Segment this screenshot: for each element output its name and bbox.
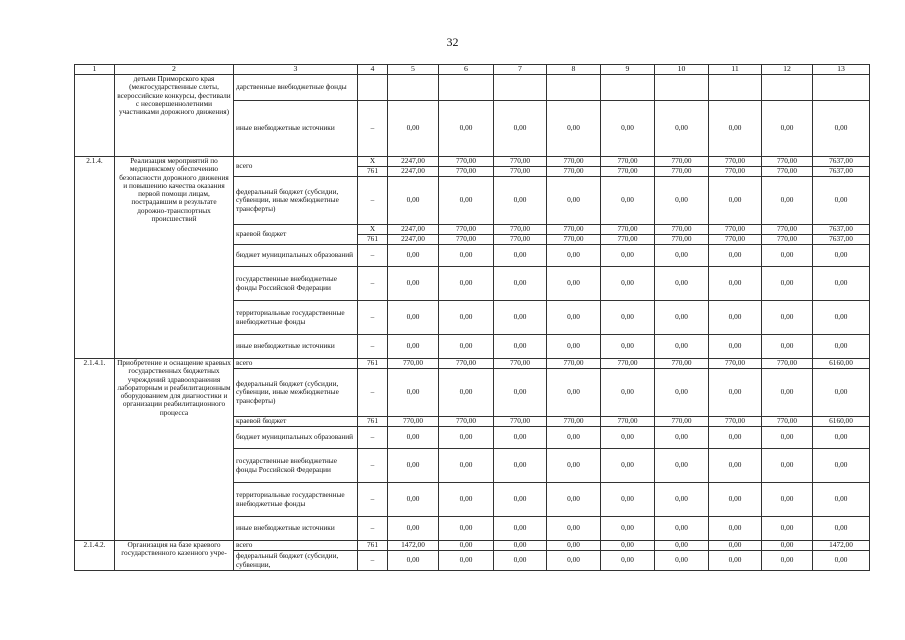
amount-cell xyxy=(601,75,655,101)
amount-cell xyxy=(547,75,601,101)
amount-cell: 0,00 xyxy=(601,517,655,541)
amount-cell: 770,00 xyxy=(762,359,813,369)
amount-cell: 770,00 xyxy=(439,417,494,427)
funding-source: территориальные государственные внебюджетные фонды xyxy=(234,301,358,335)
amount-cell: 0,00 xyxy=(601,369,655,417)
budget-code-cell: – xyxy=(358,101,388,157)
amount-cell: 6160,00 xyxy=(813,417,870,427)
budget-code-cell: – xyxy=(358,369,388,417)
amount-cell: 0,00 xyxy=(762,551,813,571)
amount-cell: 0,00 xyxy=(388,245,439,267)
item-code xyxy=(75,75,115,157)
amount-cell: 770,00 xyxy=(601,157,655,167)
amount-cell: 0,00 xyxy=(388,449,439,483)
amount-cell: 770,00 xyxy=(601,167,655,177)
amount-cell: 0,00 xyxy=(709,301,762,335)
amount-cell: 0,00 xyxy=(709,369,762,417)
amount-cell: 770,00 xyxy=(762,417,813,427)
amount-cell: 770,00 xyxy=(709,417,762,427)
budget-code-cell: – xyxy=(358,517,388,541)
amount-cell: 0,00 xyxy=(494,177,547,225)
amount-cell: 770,00 xyxy=(655,225,709,235)
budget-code-cell: – xyxy=(358,267,388,301)
amount-cell: 0,00 xyxy=(762,541,813,551)
amount-cell: 0,00 xyxy=(655,427,709,449)
column-header: 4 xyxy=(358,65,388,75)
amount-cell: 0,00 xyxy=(547,335,601,359)
amount-cell: 0,00 xyxy=(762,449,813,483)
amount-cell: 0,00 xyxy=(762,245,813,267)
amount-cell: 770,00 xyxy=(655,157,709,167)
budget-code-cell: – xyxy=(358,483,388,517)
funding-source: иные внебюджетные источники xyxy=(234,101,358,157)
amount-cell: 0,00 xyxy=(439,245,494,267)
amount-cell: 770,00 xyxy=(547,167,601,177)
amount-cell: 0,00 xyxy=(494,335,547,359)
amount-cell: 0,00 xyxy=(813,483,870,517)
amount-cell: 0,00 xyxy=(388,267,439,301)
amount-cell: 0,00 xyxy=(439,449,494,483)
amount-cell: 0,00 xyxy=(601,177,655,225)
amount-cell: 0,00 xyxy=(709,427,762,449)
amount-cell: 0,00 xyxy=(655,551,709,571)
amount-cell: 770,00 xyxy=(709,225,762,235)
amount-cell: 0,00 xyxy=(709,267,762,301)
amount-cell: 0,00 xyxy=(388,101,439,157)
amount-cell: 770,00 xyxy=(439,225,494,235)
amount-cell: 0,00 xyxy=(601,267,655,301)
amount-cell: 2247,00 xyxy=(388,157,439,167)
amount-cell xyxy=(439,75,494,101)
amount-cell xyxy=(813,75,870,101)
amount-cell: 0,00 xyxy=(547,551,601,571)
amount-cell: 0,00 xyxy=(601,301,655,335)
amount-cell: 0,00 xyxy=(655,369,709,417)
amount-cell: 770,00 xyxy=(494,359,547,369)
item-code: 2.1.4.2. xyxy=(75,541,115,571)
amount-cell: 770,00 xyxy=(762,225,813,235)
table-row xyxy=(75,157,870,167)
amount-cell: 770,00 xyxy=(388,417,439,427)
amount-cell: 0,00 xyxy=(494,245,547,267)
page-number: 32 xyxy=(446,35,459,49)
column-header: 6 xyxy=(439,65,494,75)
amount-cell: 0,00 xyxy=(655,517,709,541)
table-body xyxy=(75,75,870,571)
budget-code-cell: 761 xyxy=(358,359,388,369)
budget-code-cell: – xyxy=(358,449,388,483)
amount-cell: 0,00 xyxy=(547,427,601,449)
amount-cell: 770,00 xyxy=(494,157,547,167)
amount-cell: 770,00 xyxy=(439,235,494,245)
column-header: 2 xyxy=(115,65,234,75)
amount-cell: 0,00 xyxy=(547,101,601,157)
amount-cell: 0,00 xyxy=(494,369,547,417)
amount-cell: 0,00 xyxy=(762,427,813,449)
amount-cell: 0,00 xyxy=(601,551,655,571)
amount-cell: 770,00 xyxy=(494,167,547,177)
amount-cell: 0,00 xyxy=(388,483,439,517)
amount-cell: 0,00 xyxy=(709,177,762,225)
amount-cell: 0,00 xyxy=(547,177,601,225)
amount-cell: 0,00 xyxy=(762,101,813,157)
item-name: Приобретение и оснащение краевых государственных бюджетных учреждений здравоохранения лабораторным и реабилитационным оборудованием для диагностики и организации реабилитационного процесса xyxy=(115,359,234,541)
funding-source: федеральный бюджет (субсидии, субвенции, иные межбюджетные трансферты) xyxy=(234,177,358,225)
amount-cell: 0,00 xyxy=(439,267,494,301)
amount-cell: 0,00 xyxy=(813,427,870,449)
amount-cell: 0,00 xyxy=(439,541,494,551)
amount-cell: 770,00 xyxy=(601,417,655,427)
amount-cell: 0,00 xyxy=(439,301,494,335)
amount-cell: 0,00 xyxy=(813,551,870,571)
amount-cell: 0,00 xyxy=(494,427,547,449)
amount-cell: 0,00 xyxy=(655,245,709,267)
amount-cell: 0,00 xyxy=(762,517,813,541)
amount-cell: 770,00 xyxy=(388,359,439,369)
amount-cell: 770,00 xyxy=(655,167,709,177)
budget-code-cell: – xyxy=(358,551,388,571)
amount-cell: 770,00 xyxy=(709,235,762,245)
amount-cell xyxy=(709,75,762,101)
amount-cell: 7637,00 xyxy=(813,157,870,167)
amount-cell: 0,00 xyxy=(709,449,762,483)
amount-cell: 770,00 xyxy=(762,157,813,167)
amount-cell: 7637,00 xyxy=(813,225,870,235)
amount-cell: 0,00 xyxy=(494,517,547,541)
amount-cell: 0,00 xyxy=(762,267,813,301)
amount-cell: 0,00 xyxy=(439,551,494,571)
amount-cell: 0,00 xyxy=(547,369,601,417)
amount-cell: 770,00 xyxy=(601,225,655,235)
amount-cell: 770,00 xyxy=(601,359,655,369)
table-row xyxy=(75,75,870,101)
amount-cell: 6160,00 xyxy=(813,359,870,369)
item-name: Реализация мероприятий по медицинскому обеспечению безопасности дорожного движения и повышению качества оказания первой помощи лицам, пострадавшим в результате дорожно-транспортных происшествий xyxy=(115,157,234,359)
amount-cell: 0,00 xyxy=(601,245,655,267)
funding-source: бюджет муниципальных образований xyxy=(234,427,358,449)
amount-cell: 770,00 xyxy=(439,359,494,369)
budget-code-cell: 761 xyxy=(358,541,388,551)
amount-cell: 770,00 xyxy=(709,157,762,167)
amount-cell: 0,00 xyxy=(709,245,762,267)
amount-cell: 770,00 xyxy=(655,235,709,245)
amount-cell: 7637,00 xyxy=(813,167,870,177)
amount-cell: 0,00 xyxy=(709,335,762,359)
funding-source: территориальные государственные внебюджетные фонды xyxy=(234,483,358,517)
amount-cell: 0,00 xyxy=(439,427,494,449)
amount-cell: 0,00 xyxy=(439,369,494,417)
amount-cell: 0,00 xyxy=(813,301,870,335)
funding-table xyxy=(74,64,870,571)
amount-cell: 0,00 xyxy=(388,177,439,225)
budget-code-cell: 761 xyxy=(358,167,388,177)
amount-cell: 0,00 xyxy=(655,101,709,157)
amount-cell: 770,00 xyxy=(709,359,762,369)
amount-cell: 0,00 xyxy=(813,369,870,417)
amount-cell: 0,00 xyxy=(762,483,813,517)
item-code: 2.1.4.1. xyxy=(75,359,115,541)
amount-cell: 0,00 xyxy=(709,517,762,541)
amount-cell: 0,00 xyxy=(601,449,655,483)
amount-cell: 770,00 xyxy=(547,359,601,369)
table-row xyxy=(75,359,870,369)
amount-cell: 0,00 xyxy=(762,177,813,225)
amount-cell: 0,00 xyxy=(439,335,494,359)
table-row xyxy=(75,541,870,551)
amount-cell: 0,00 xyxy=(494,101,547,157)
budget-code-cell: – xyxy=(358,177,388,225)
funding-source: всего xyxy=(234,157,358,177)
amount-cell: 770,00 xyxy=(709,167,762,177)
amount-cell: 0,00 xyxy=(439,177,494,225)
budget-code-cell: – xyxy=(358,301,388,335)
column-header: 12 xyxy=(762,65,813,75)
amount-cell: 770,00 xyxy=(547,235,601,245)
amount-cell: 770,00 xyxy=(762,167,813,177)
amount-cell: 0,00 xyxy=(494,267,547,301)
budget-code-cell: X xyxy=(358,225,388,235)
budget-code-cell: 761 xyxy=(358,417,388,427)
funding-source: федеральный бюджет (субсидии, субвенции, xyxy=(234,551,358,571)
amount-cell: 0,00 xyxy=(388,369,439,417)
amount-cell: 770,00 xyxy=(439,157,494,167)
budget-code-cell: – xyxy=(358,427,388,449)
amount-cell: 2247,00 xyxy=(388,167,439,177)
amount-cell: 770,00 xyxy=(547,417,601,427)
amount-cell: 0,00 xyxy=(388,551,439,571)
amount-cell: 770,00 xyxy=(547,157,601,167)
amount-cell: 770,00 xyxy=(762,235,813,245)
amount-cell: 0,00 xyxy=(601,541,655,551)
amount-cell: 0,00 xyxy=(813,517,870,541)
column-header: 3 xyxy=(234,65,358,75)
amount-cell: 2247,00 xyxy=(388,225,439,235)
amount-cell: 0,00 xyxy=(762,301,813,335)
budget-code-cell: – xyxy=(358,245,388,267)
amount-cell: 0,00 xyxy=(547,449,601,483)
amount-cell: 0,00 xyxy=(709,551,762,571)
amount-cell: 0,00 xyxy=(547,517,601,541)
column-header: 11 xyxy=(709,65,762,75)
amount-cell xyxy=(762,75,813,101)
amount-cell: 0,00 xyxy=(494,483,547,517)
item-name: Организация на базе краевого государственного казенного учре- xyxy=(115,541,234,571)
amount-cell: 0,00 xyxy=(388,517,439,541)
amount-cell: 0,00 xyxy=(439,517,494,541)
amount-cell: 0,00 xyxy=(709,101,762,157)
column-header: 7 xyxy=(494,65,547,75)
amount-cell: 770,00 xyxy=(494,235,547,245)
amount-cell: 0,00 xyxy=(494,449,547,483)
amount-cell: 2247,00 xyxy=(388,235,439,245)
funding-source: краевой бюджет xyxy=(234,225,358,245)
amount-cell xyxy=(655,75,709,101)
funding-source: федеральный бюджет (субсидии, субвенции, иные межбюджетные трансферты) xyxy=(234,369,358,417)
funding-source: дарственные внебюджетные фонды xyxy=(234,75,358,101)
amount-cell: 770,00 xyxy=(655,417,709,427)
amount-cell: 0,00 xyxy=(439,101,494,157)
amount-cell: 0,00 xyxy=(601,483,655,517)
item-name: детьми Приморского края (межгосударственные слеты, всероссийские конкурсы, фестивали с несовершеннолетними участниками дорожного движения) xyxy=(115,75,234,157)
column-header: 10 xyxy=(655,65,709,75)
funding-source: бюджет муниципальных образований xyxy=(234,245,358,267)
amount-cell: 0,00 xyxy=(601,427,655,449)
amount-cell: 0,00 xyxy=(813,267,870,301)
amount-cell: 770,00 xyxy=(494,417,547,427)
amount-cell: 0,00 xyxy=(813,449,870,483)
amount-cell: 0,00 xyxy=(547,267,601,301)
amount-cell: 0,00 xyxy=(388,427,439,449)
amount-cell: 770,00 xyxy=(655,359,709,369)
amount-cell: 770,00 xyxy=(601,235,655,245)
amount-cell: 0,00 xyxy=(388,335,439,359)
amount-cell: 0,00 xyxy=(439,483,494,517)
funding-source: краевой бюджет xyxy=(234,417,358,427)
amount-cell: 0,00 xyxy=(655,335,709,359)
amount-cell: 0,00 xyxy=(655,483,709,517)
amount-cell: 0,00 xyxy=(547,541,601,551)
funding-source: государственные внебюджетные фонды Российской Федерации xyxy=(234,267,358,301)
amount-cell: 0,00 xyxy=(601,335,655,359)
funding-source: всего xyxy=(234,359,358,369)
amount-cell: 0,00 xyxy=(813,245,870,267)
funding-source: всего xyxy=(234,541,358,551)
amount-cell: 0,00 xyxy=(813,335,870,359)
amount-cell: 770,00 xyxy=(439,167,494,177)
item-code: 2.1.4. xyxy=(75,157,115,359)
amount-cell: 1472,00 xyxy=(813,541,870,551)
amount-cell: 0,00 xyxy=(601,101,655,157)
amount-cell: 0,00 xyxy=(547,483,601,517)
amount-cell xyxy=(388,75,439,101)
amount-cell: 0,00 xyxy=(655,449,709,483)
amount-cell: 0,00 xyxy=(655,301,709,335)
budget-code-cell xyxy=(358,75,388,101)
funding-source: иные внебюджетные источники xyxy=(234,517,358,541)
amount-cell: 0,00 xyxy=(494,541,547,551)
budget-code-cell: 761 xyxy=(358,235,388,245)
budget-code-cell: – xyxy=(358,335,388,359)
budget-code-cell: X xyxy=(358,157,388,167)
amount-cell: 0,00 xyxy=(762,369,813,417)
amount-cell: 0,00 xyxy=(813,177,870,225)
amount-cell: 0,00 xyxy=(813,101,870,157)
amount-cell: 0,00 xyxy=(709,483,762,517)
funding-source: иные внебюджетные источники xyxy=(234,335,358,359)
amount-cell: 0,00 xyxy=(655,541,709,551)
column-header: 8 xyxy=(547,65,601,75)
amount-cell xyxy=(494,75,547,101)
table-header xyxy=(75,65,870,75)
column-header: 13 xyxy=(813,65,870,75)
column-header: 9 xyxy=(601,65,655,75)
amount-cell: 0,00 xyxy=(547,245,601,267)
amount-cell: 0,00 xyxy=(709,541,762,551)
amount-cell: 7637,00 xyxy=(813,235,870,245)
amount-cell: 0,00 xyxy=(655,177,709,225)
funding-source: государственные внебюджетные фонды Российской Федерации xyxy=(234,449,358,483)
amount-cell: 770,00 xyxy=(547,225,601,235)
amount-cell: 0,00 xyxy=(494,301,547,335)
amount-cell: 770,00 xyxy=(494,225,547,235)
amount-cell: 0,00 xyxy=(547,301,601,335)
amount-cell: 1472,00 xyxy=(388,541,439,551)
column-header: 1 xyxy=(75,65,115,75)
amount-cell: 0,00 xyxy=(655,267,709,301)
amount-cell: 0,00 xyxy=(762,335,813,359)
amount-cell: 0,00 xyxy=(494,551,547,571)
column-header: 5 xyxy=(388,65,439,75)
amount-cell: 0,00 xyxy=(388,301,439,335)
